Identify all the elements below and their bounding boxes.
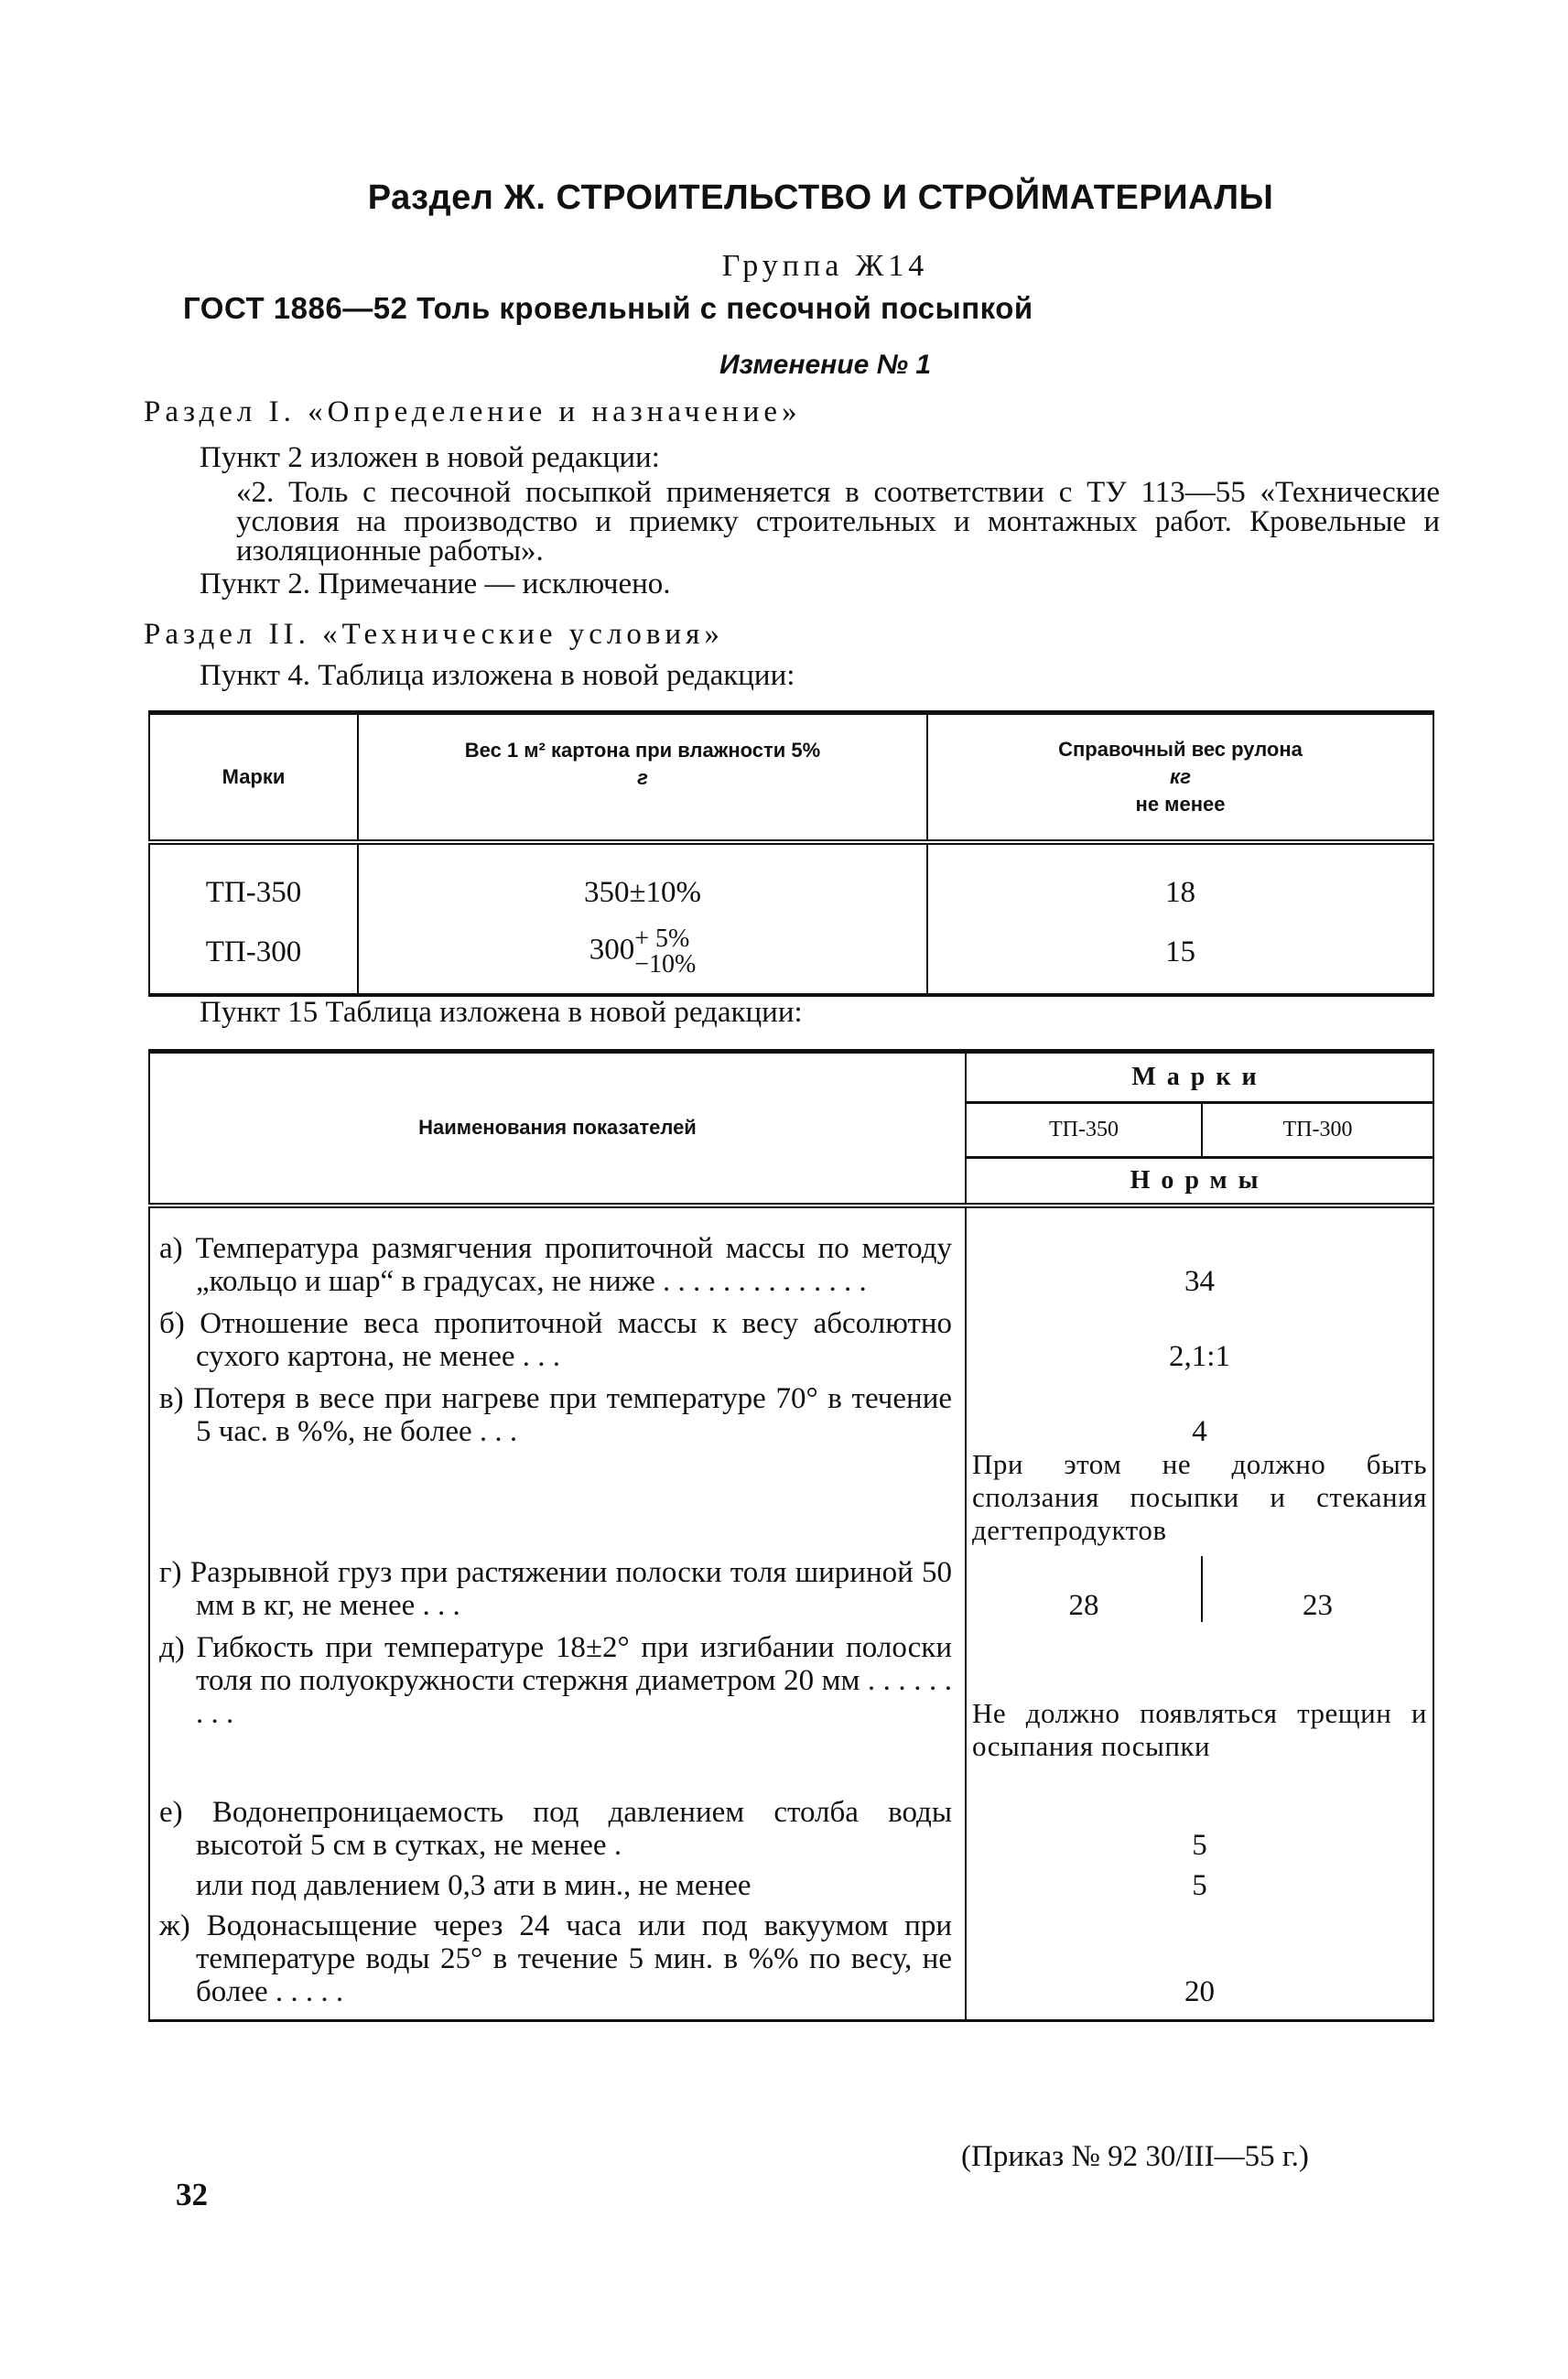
section-2-line-1: Пункт 4. Таблица изложена в новой редакции: <box>200 659 795 692</box>
indicator-name: д) Гибкость при температуре 18±2° при изгибании полоски толя по полуокружности стержня диаметром 20 мм . . . . . . . . . <box>149 1622 966 1796</box>
section-3-line-1: Пункт 15 Таблица изложена в новой редакции: <box>200 996 803 1029</box>
section-2-heading: Раздел II. «Технические условия» <box>144 618 724 651</box>
header-roll-min: не менее <box>1135 793 1226 816</box>
norm-cell <box>966 1622 1433 1796</box>
roll-weight-cell: 18 <box>927 842 1433 920</box>
table-marks-weight <box>148 710 1434 997</box>
norm-value-tp350: 28 <box>966 1556 1202 1622</box>
page-number: 32 <box>176 2177 208 2212</box>
header-indicators-label: Наименования показателей <box>418 1116 697 1140</box>
norm-note: При этом не должно быть сползания посыпки и стекания дегтепродуктов <box>972 1447 1427 1546</box>
table-row <box>149 920 1433 995</box>
header-norms <box>966 1158 1433 1206</box>
table-row <box>149 1902 1433 2021</box>
table-row <box>149 1373 1433 1556</box>
section-title: Раздел Ж. СТРОИТЕЛЬСТВО И СТРОЙМАТЕРИАЛЫ <box>367 178 1274 217</box>
norm-note: Не должно появляться трещин и осыпания посыпки <box>972 1696 1427 1762</box>
norm-value: 5 <box>966 1796 1433 1862</box>
header-indicators <box>149 1052 966 1206</box>
table-row <box>149 842 1433 920</box>
group-label: Группа Ж14 <box>721 249 929 283</box>
mark-tp350-label: ТП-350 <box>1049 1118 1119 1141</box>
mark-cell: ТП-350 <box>149 842 358 920</box>
header-roll-label: Справочный вес рулона <box>1058 738 1303 761</box>
norm-value: 34 <box>966 1206 1433 1298</box>
indicator-name: или под давлением 0,3 ати в мин., не менее <box>149 1862 966 1902</box>
quote-text: «2. Толь с песочной посыпкой применяется в соответствии с ТУ 113—55 «Технические условия на производство и приемку строительных и монтажных работ. Кровельные и изоляционные работы». <box>236 476 1440 568</box>
indicator-name: г) Разрывной груз при растяжении полоски толя шириной 50 мм в кг, не менее . . . <box>149 1556 966 1622</box>
header-roll <box>927 713 1433 843</box>
section-1-line-1: Пункт 2 изложен в новой редакции: <box>200 441 660 474</box>
table-row <box>149 1206 1433 1298</box>
section-1-line-2: Пункт 2. Примечание — исключено. <box>200 568 671 600</box>
mark-tp300-label: ТП-300 <box>1282 1118 1353 1141</box>
table-row <box>149 1298 1433 1373</box>
header-marks-label: Марки <box>1131 1063 1268 1091</box>
table-row <box>149 1862 1433 1902</box>
norm-cell <box>966 1373 1433 1556</box>
table-indicators <box>148 1049 1434 2022</box>
header-marks <box>966 1052 1433 1103</box>
header-marks-label: Марки <box>222 765 286 788</box>
section-1-quote <box>200 478 1440 566</box>
header-weight <box>358 713 927 843</box>
change-label: Изменение № 1 <box>719 350 932 380</box>
table-row <box>149 1622 1433 1796</box>
header-mark-tp300 <box>1202 1103 1433 1158</box>
header-norms-label: Нормы <box>1130 1165 1270 1195</box>
tolerance-minus: −10% <box>634 950 697 979</box>
gost-title: ГОСТ 1886—52 Толь кровельный с песочной посыпкой <box>183 291 1033 325</box>
header-weight-unit: г <box>637 766 648 789</box>
header-mark-tp350 <box>966 1103 1202 1158</box>
header-marks <box>149 713 358 843</box>
indicator-name: е) Водонепроницаемость под давлением столба воды высотой 5 см в сутках, не менее . <box>149 1796 966 1862</box>
indicator-name: ж) Водонасыщение через 24 часа или под вакуумом при температуре воды 25° в течение 5 мин. в %% по весу, не более . . . . . <box>149 1902 966 2021</box>
weight-tolerance <box>634 926 696 978</box>
tolerance-plus: + 5% <box>634 925 690 953</box>
norm-value: 2,1:1 <box>966 1298 1433 1373</box>
section-1-heading: Раздел I. «Определение и назначение» <box>144 395 802 428</box>
weight-cell <box>358 920 927 995</box>
norm-value: 20 <box>966 1902 1433 2021</box>
order-reference: (Приказ № 92 30/III—55 г.) <box>961 2140 1309 2173</box>
table-row <box>149 1796 1433 1862</box>
table-row <box>149 1556 1433 1622</box>
norm-value: 4 <box>1192 1414 1207 1448</box>
indicator-name: в) Потеря в весе при нагреве при температуре 70° в течение 5 час. в %%, не более . . . <box>149 1373 966 1556</box>
norm-value: 5 <box>966 1862 1433 1902</box>
header-roll-unit: кг <box>1170 765 1191 788</box>
header-weight-label: Вес 1 м² картона при влажности 5% <box>464 739 821 762</box>
table-header-row <box>149 713 1433 843</box>
weight-base: 300 <box>589 933 635 967</box>
indicator-name: а) Температура размягчения пропиточной массы по методу „кольцо и шар“ в градусах, не ниже . . . . . . . . . . . . . . <box>149 1206 966 1298</box>
norm-value-tp300: 23 <box>1202 1556 1433 1622</box>
indicator-name: б) Отношение веса пропиточной массы к весу абсолютно сухого картона, не менее . . . <box>149 1298 966 1373</box>
weight-cell: 350±10% <box>358 842 927 920</box>
roll-weight-cell: 15 <box>927 920 1433 995</box>
mark-cell: ТП-300 <box>149 920 358 995</box>
table-header-row <box>149 1052 1433 1103</box>
